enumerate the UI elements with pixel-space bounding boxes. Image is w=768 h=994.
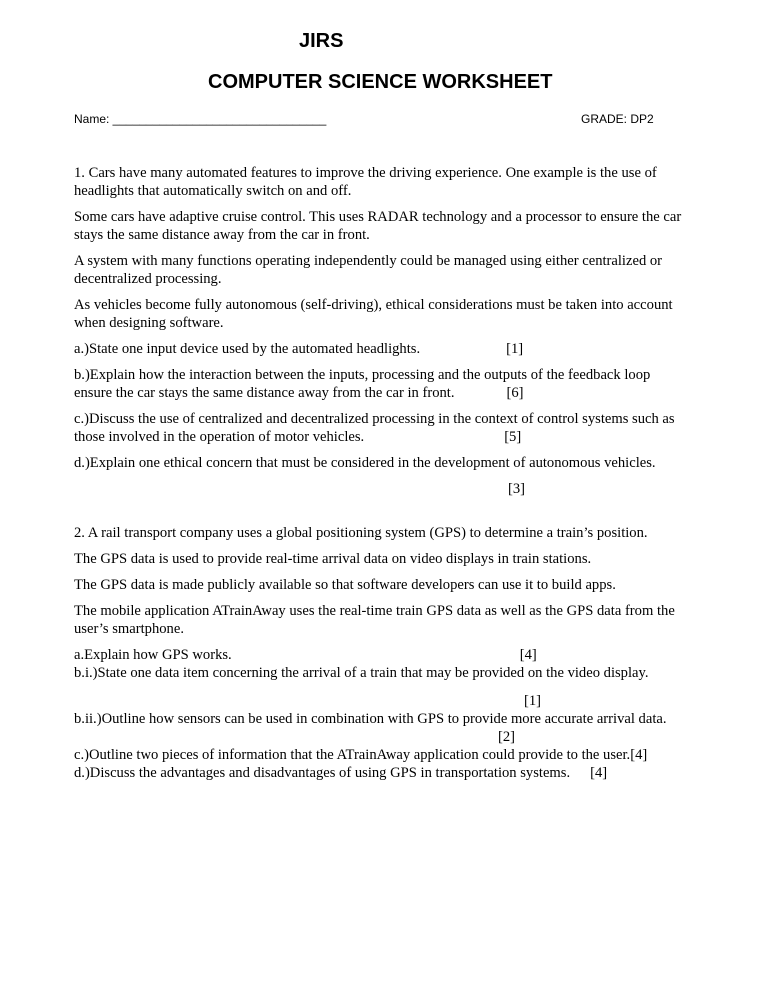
q2-part-c-text: c.)Outline two pieces of information that the ATrainAway application could provide to the user. xyxy=(74,747,631,763)
q2-part-d-text: d.)Discuss the advantages and disadvantages of using GPS in transportation systems. xyxy=(74,765,571,781)
q1-paragraph-3: A system with many functions operating independently could be managed using either centralized or decentralized processing. xyxy=(74,253,663,287)
q2-part-bii-mark: [2] xyxy=(498,729,516,745)
q2-part-bi-text: b.i.)State one data item concerning the arrival of a train that may be provided on the video display. xyxy=(74,665,649,681)
school-name: JIRS xyxy=(299,30,344,52)
q2-part-d-mark: [4] xyxy=(590,765,608,781)
grade-label: GRADE: DP2 xyxy=(581,112,654,126)
q2-part-a xyxy=(74,646,684,664)
q1-paragraph-4: As vehicles become fully autonomous (self-driving), ethical considerations must be taken into account when designing software. xyxy=(74,297,673,331)
q1-intro: 1. Cars have many automated features to improve the driving experience. One example is the use of headlights that automatically switch on and off. xyxy=(74,165,657,199)
name-field-label: Name: ________________________________ xyxy=(74,112,327,126)
q1-part-b xyxy=(74,366,684,402)
q1-part-a-mark: [1] xyxy=(506,341,524,357)
q1-part-a-text: a.)State one input device used by the automated headlights. xyxy=(74,341,421,357)
question-2 xyxy=(74,524,684,782)
section-spacer xyxy=(74,498,684,524)
q1-part-b-mark: [6] xyxy=(506,385,524,401)
q1-part-c xyxy=(74,410,684,446)
q2-part-c-mark: [4] xyxy=(630,747,648,763)
q1-part-c-mark: [5] xyxy=(504,429,522,445)
worksheet-body xyxy=(74,164,684,782)
worksheet-title: COMPUTER SCIENCE WORKSHEET xyxy=(208,71,553,93)
q1-paragraph-2: Some cars have adaptive cruise control. This uses RADAR technology and a processor to ensure the car stays the same distance away from the car in front. xyxy=(74,209,682,243)
question-1 xyxy=(74,164,684,498)
q1-part-d-mark: [3] xyxy=(508,481,526,497)
q2-part-bii xyxy=(74,710,684,746)
q1-part-a xyxy=(74,340,684,358)
q2-paragraph-4: The mobile application ATrainAway uses the real-time train GPS data as well as the GPS data from the user’s smartphone. xyxy=(74,603,675,637)
q2-part-a-mark: [4] xyxy=(519,647,537,663)
q2-part-c xyxy=(74,746,684,764)
q2-part-d xyxy=(74,764,684,782)
q1-part-d-text: d.)Explain one ethical concern that must be considered in the development of autonomous vehicles. xyxy=(74,455,656,471)
q1-part-b-text: b.)Explain how the interaction between the inputs, processing and the outputs of the feedback loop ensure the car stays the same distance away from the car in front. xyxy=(74,367,651,401)
q2-paragraph-3: The GPS data is made publicly available so that software developers can use it to build apps. xyxy=(74,577,616,593)
q2-part-a-text: a.Explain how GPS works. xyxy=(74,647,232,663)
q1-part-c-text: c.)Discuss the use of centralized and decentralized processing in the context of control systems such as those involved in the operation of motor vehicles. xyxy=(74,411,675,445)
q2-paragraph-2: The GPS data is used to provide real-time arrival data on video displays in train stations. xyxy=(74,551,592,567)
q2-part-bii-text: b.ii.)Outline how sensors can be used in combination with GPS to provide more accurate arrival data. xyxy=(74,711,667,727)
q2-intro: 2. A rail transport company uses a global positioning system (GPS) to determine a train’s position. xyxy=(74,525,648,541)
q2-part-bi-mark: [1] xyxy=(524,693,542,709)
